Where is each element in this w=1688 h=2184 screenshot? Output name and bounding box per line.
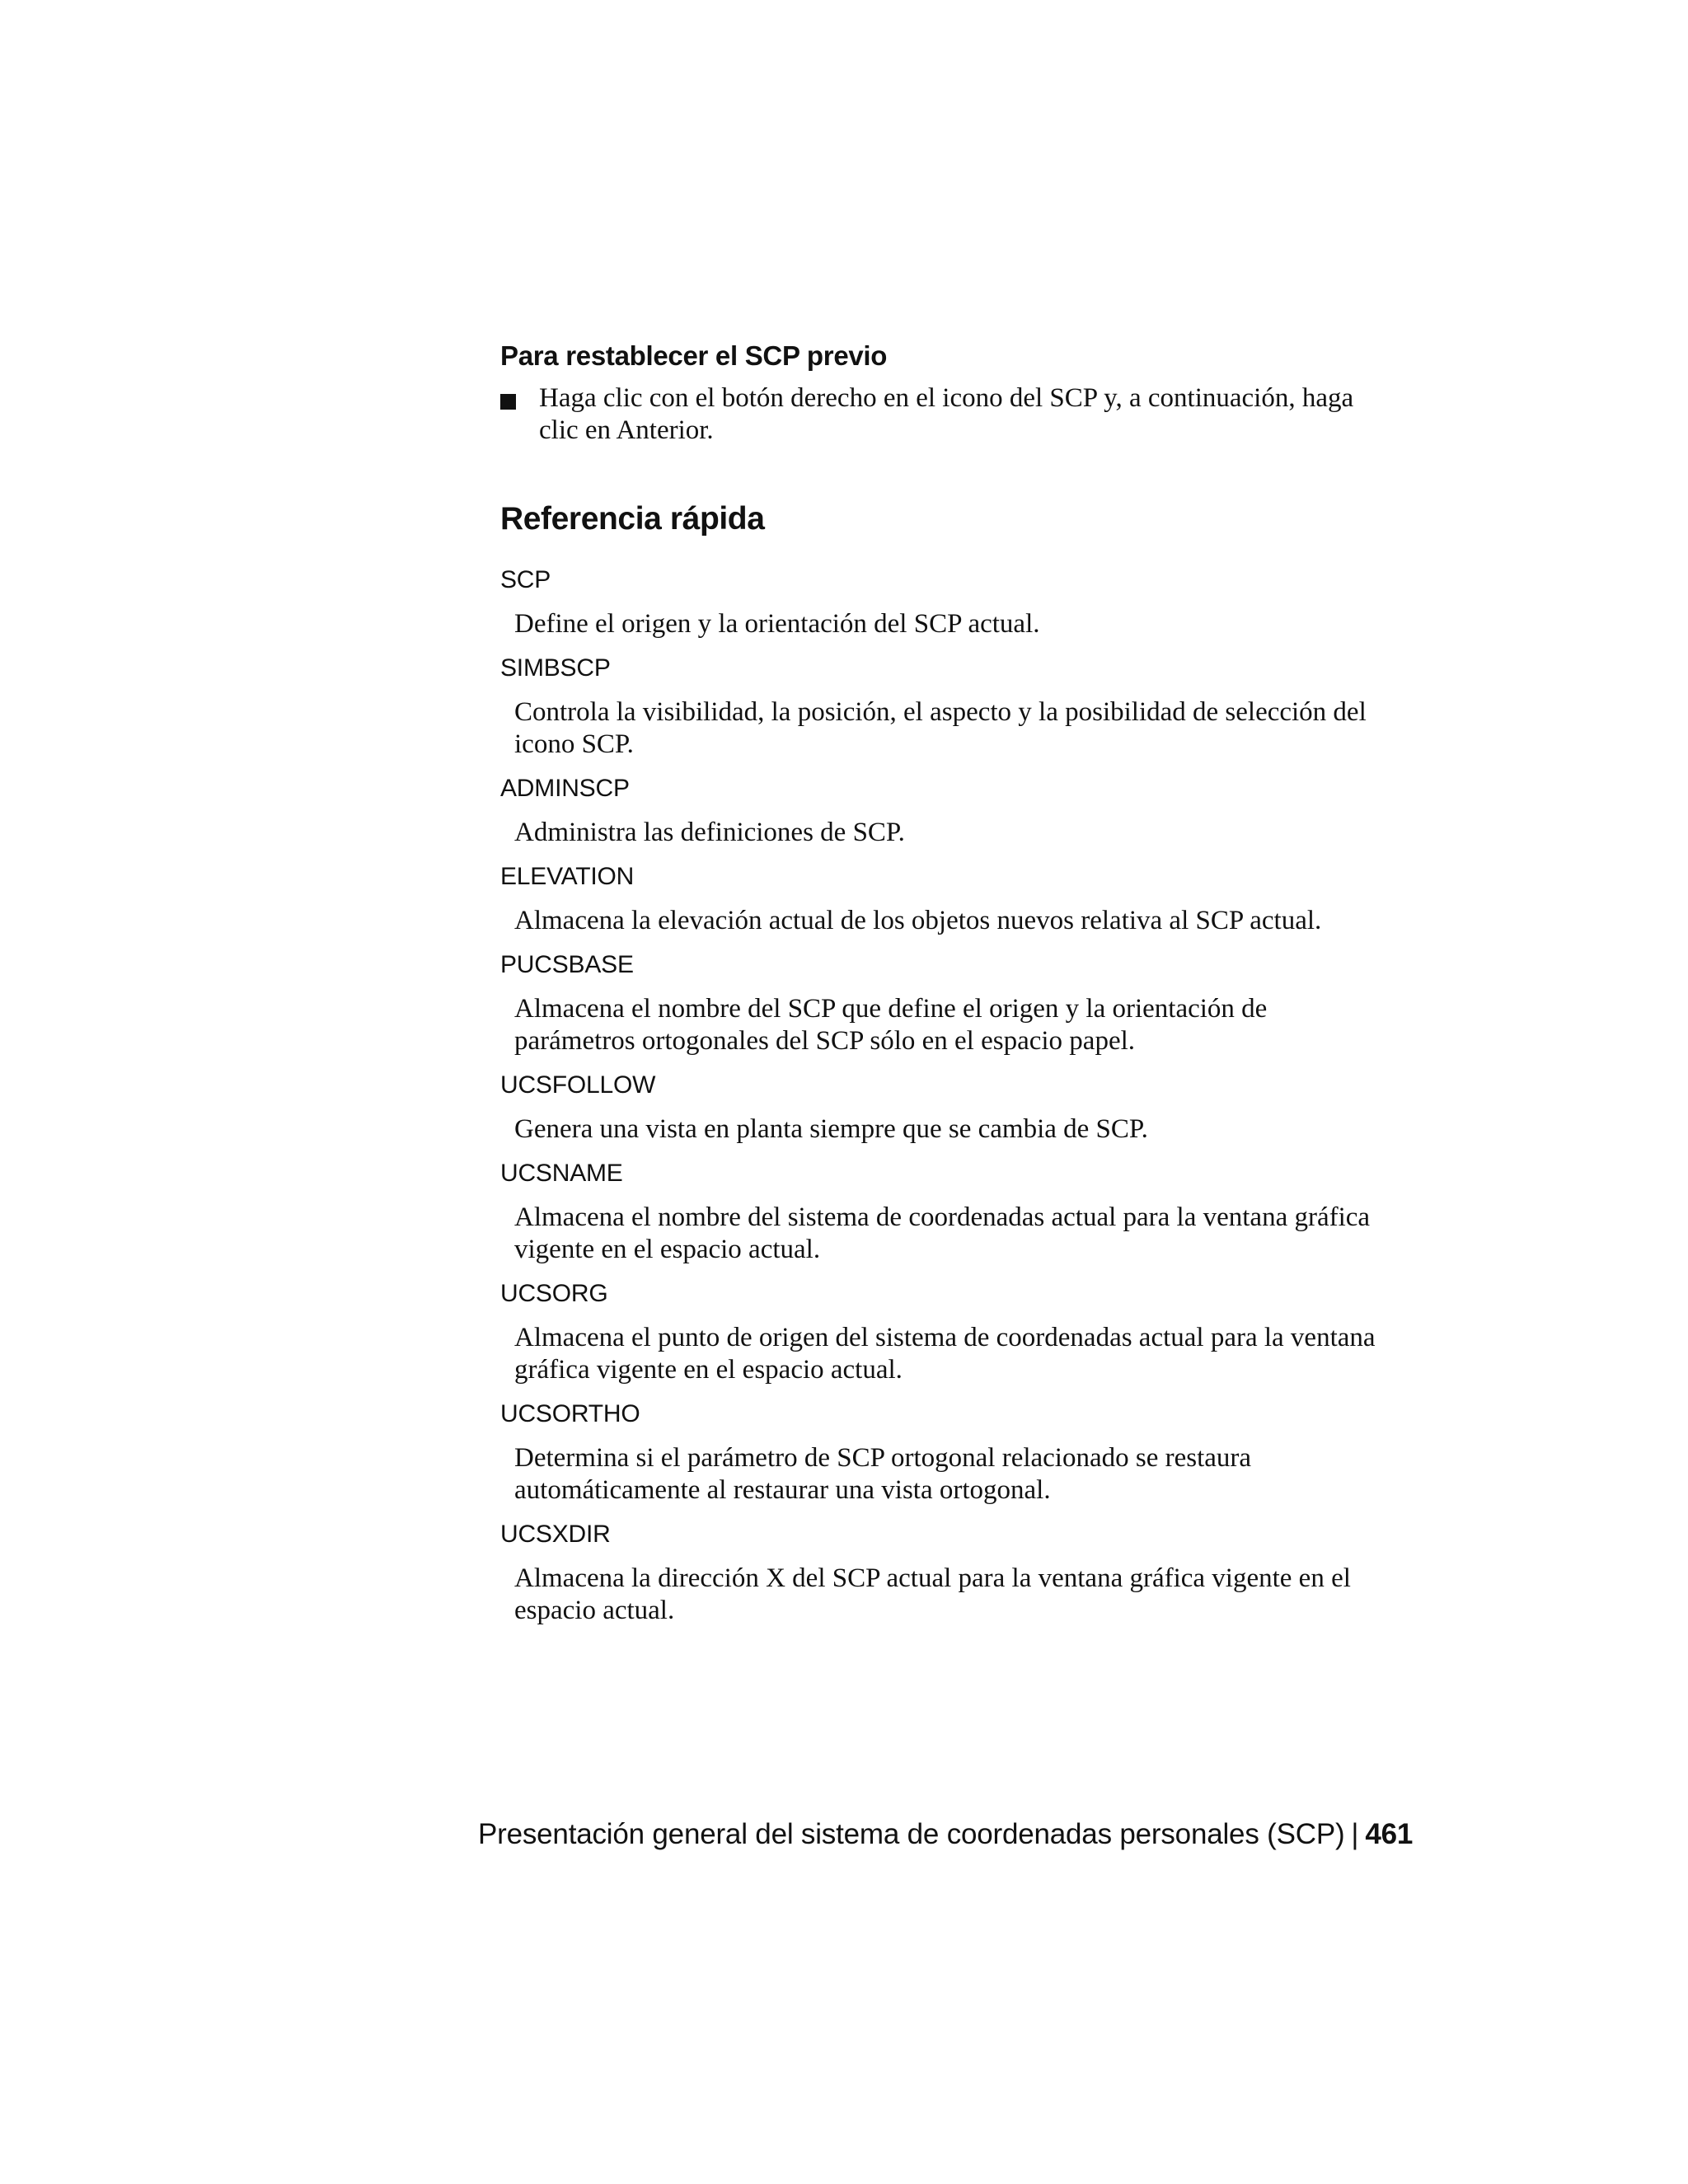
reference-description: Determina si el parámetro de SCP ortogonal relacionado se restaura automáticamente al restaurar una vista ortogonal. [514, 1443, 1252, 1505]
reference-term: ELEVATION [500, 863, 635, 890]
reference-item [500, 1398, 1374, 1507]
reference-item [500, 564, 1374, 640]
reference-description: Almacena la elevación actual de los objetos nuevos relativa al SCP actual. [514, 906, 1322, 935]
procedure-title: Para restablecer el SCP previo [500, 340, 888, 371]
page-content [500, 338, 1374, 1638]
reference-description: Almacena el nombre del SCP que define el origen y la orientación de parámetros ortogonales del SCP sólo en el espacio papel. [514, 994, 1268, 1056]
reference-item [500, 1069, 1374, 1146]
reference-item [500, 1157, 1374, 1266]
reference-description: Almacena el nombre del sistema de coordenadas actual para la ventana gráfica vigente en el espacio actual. [514, 1202, 1371, 1264]
page-number: 461 [1365, 1818, 1414, 1850]
reference-item [500, 652, 1374, 761]
reference-term: UCSORG [500, 1280, 608, 1307]
procedure-step [500, 382, 1374, 447]
reference-item [500, 949, 1374, 1057]
reference-item [500, 1277, 1374, 1386]
square-bullet-icon [500, 394, 516, 410]
reference-description: Controla la visibilidad, la posición, el aspecto y la posibilidad de selección del icono SCP. [514, 697, 1367, 759]
section-title: Referencia rápida [500, 501, 765, 537]
page-footer [478, 1816, 1414, 1854]
reference-term: UCSXDIR [500, 1521, 611, 1548]
footer-chapter-title: Presentación general del sistema de coordenadas personales (SCP) [478, 1818, 1345, 1850]
reference-description: Genera una vista en planta siempre que se cambia de SCP. [514, 1114, 1148, 1144]
reference-description: Administra las definiciones de SCP. [514, 818, 905, 847]
reference-term: SCP [500, 566, 551, 593]
footer-separator: | [1351, 1818, 1359, 1850]
reference-description: Almacena la dirección X del SCP actual para la ventana gráfica vigente en el espacio actual. [514, 1563, 1351, 1625]
reference-term: UCSORTHO [500, 1400, 640, 1427]
reference-term: UCSNAME [500, 1160, 623, 1187]
reference-description: Define el origen y la orientación del SCP actual. [514, 609, 1040, 639]
procedure-step-text: Haga clic con el botón derecho en el icono del SCP y, a continuación, haga clic en Anterior. [539, 383, 1354, 445]
reference-item [500, 1518, 1374, 1627]
reference-description: Almacena el punto de origen del sistema de coordenadas actual para la ventana gráfica vigente en el espacio actual. [514, 1323, 1376, 1385]
reference-term: SIMBSCP [500, 654, 611, 682]
reference-term: PUCSBASE [500, 951, 634, 978]
reference-item [500, 772, 1374, 849]
reference-item [500, 860, 1374, 937]
reference-term: ADMINSCP [500, 775, 630, 802]
quick-reference-list [500, 564, 1374, 1627]
reference-term: UCSFOLLOW [500, 1071, 656, 1099]
